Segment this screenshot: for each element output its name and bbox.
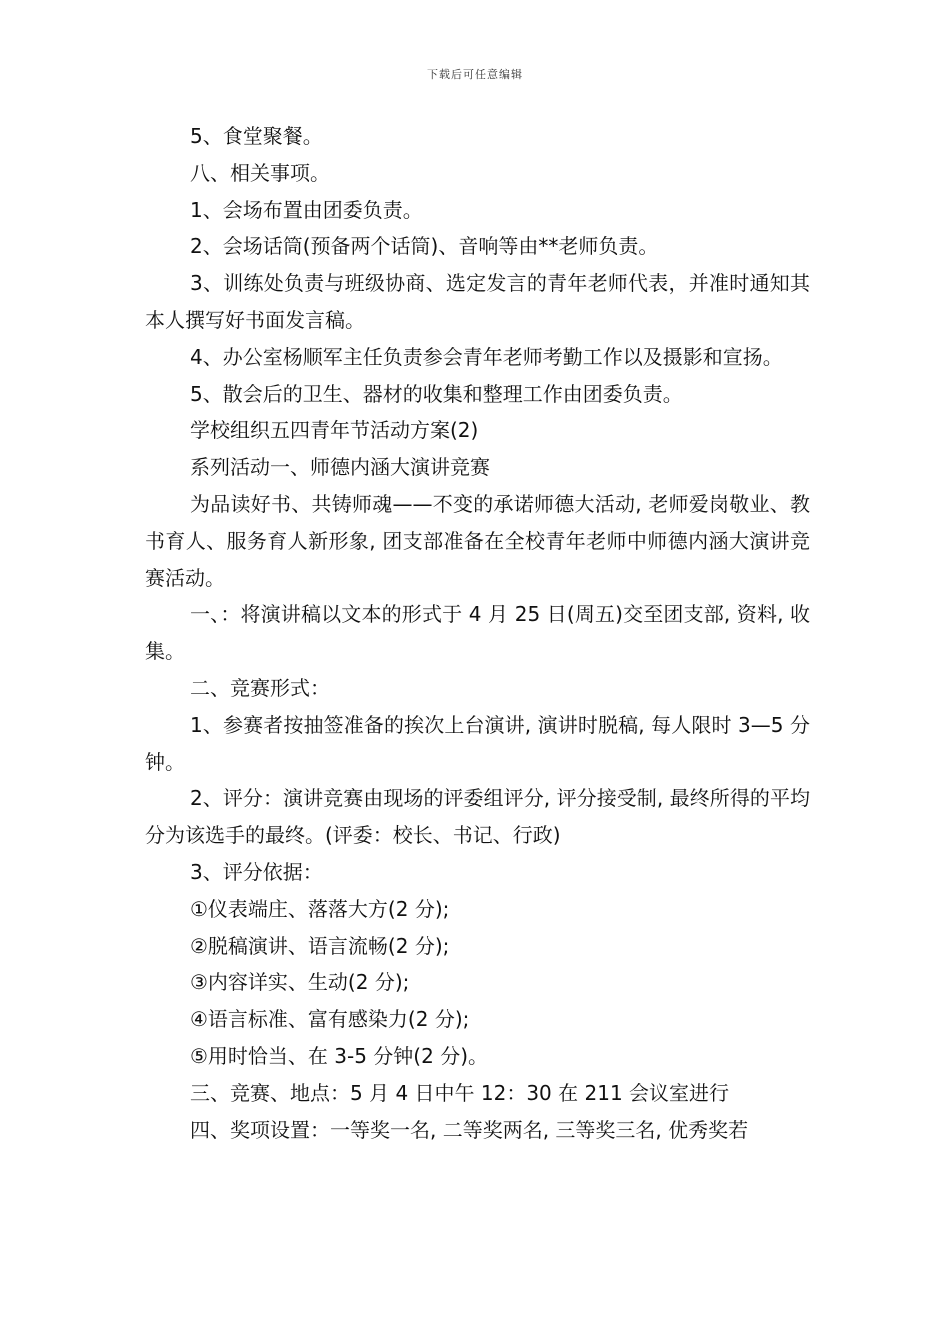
paragraph: 1、会场布置由团委负责。 <box>190 197 423 222</box>
paragraph: 5、散会后的卫生、器材的收集和整理工作由团委负责。 <box>190 381 683 406</box>
list-item: ④语言标准、富有感染力(2 分); <box>190 1007 470 1032</box>
list-item: ⑤用时恰当、在 3-5 分钟(2 分)。 <box>190 1043 488 1068</box>
list-item: ②脱稿演讲、语言流畅(2 分); <box>190 933 450 958</box>
paragraph: 四、奖项设置：一等奖一名, 二等奖两名, 三等奖三名, 优秀奖若 <box>190 1117 749 1142</box>
paragraph: 2、会场话筒(预备两个话筒)、音响等由**老师负责。 <box>190 234 659 259</box>
paragraph: 4、办公室杨顺军主任负责参会青年老师考勤工作以及摄影和宣扬。 <box>190 344 783 369</box>
paragraph: 2、评分：演讲竞赛由现场的评委组评分, 评分接受制, 最终所得的平均分为该选手的最终。(评委：校长、书记、行政) <box>145 786 810 848</box>
paragraph: 3、评分依据： <box>190 859 323 884</box>
paragraph: 3、训练处负责与班级协商、选定发言的青年老师代表，并准时通知其本人撰写好书面发言稿。 <box>145 271 810 332</box>
page-header: 下载后可任意编辑 <box>427 68 523 81</box>
section-heading: 系列活动一、师德内涵大演讲竞赛 <box>190 455 490 480</box>
paragraph: 三、竞赛、地点：5 月 4 日中午 12：30 在 211 会议室进行 <box>190 1080 730 1105</box>
paragraph: 5、食堂聚餐。 <box>190 124 323 148</box>
section-heading: 二、竞赛形式： <box>190 675 330 700</box>
document-title: 学校组织五四青年节活动方案(2) <box>190 418 479 443</box>
section-heading: 八、相关事项。 <box>190 160 330 185</box>
paragraph: 一、：将演讲稿以文本的形式于 4 月 25 日(周五)交至团支部, 资料, 收集。 <box>145 602 810 664</box>
paragraph: 为品读好书、共铸师魂——不变的承诺师德大活动, 老师爱岗敬业、教书育人、服务育人新形象, 团支部准备在全校青年老师中师德内涵大演讲竞赛活动。 <box>145 491 810 590</box>
paragraph: 1、参赛者按抽签准备的挨次上台演讲, 演讲时脱稿, 每人限时 3—5 分钟。 <box>145 712 810 774</box>
list-item: ③内容详实、生动(2 分); <box>190 970 410 995</box>
list-item: ①仪表端庄、落落大方(2 分); <box>190 896 450 921</box>
document-body <box>145 118 810 1148</box>
